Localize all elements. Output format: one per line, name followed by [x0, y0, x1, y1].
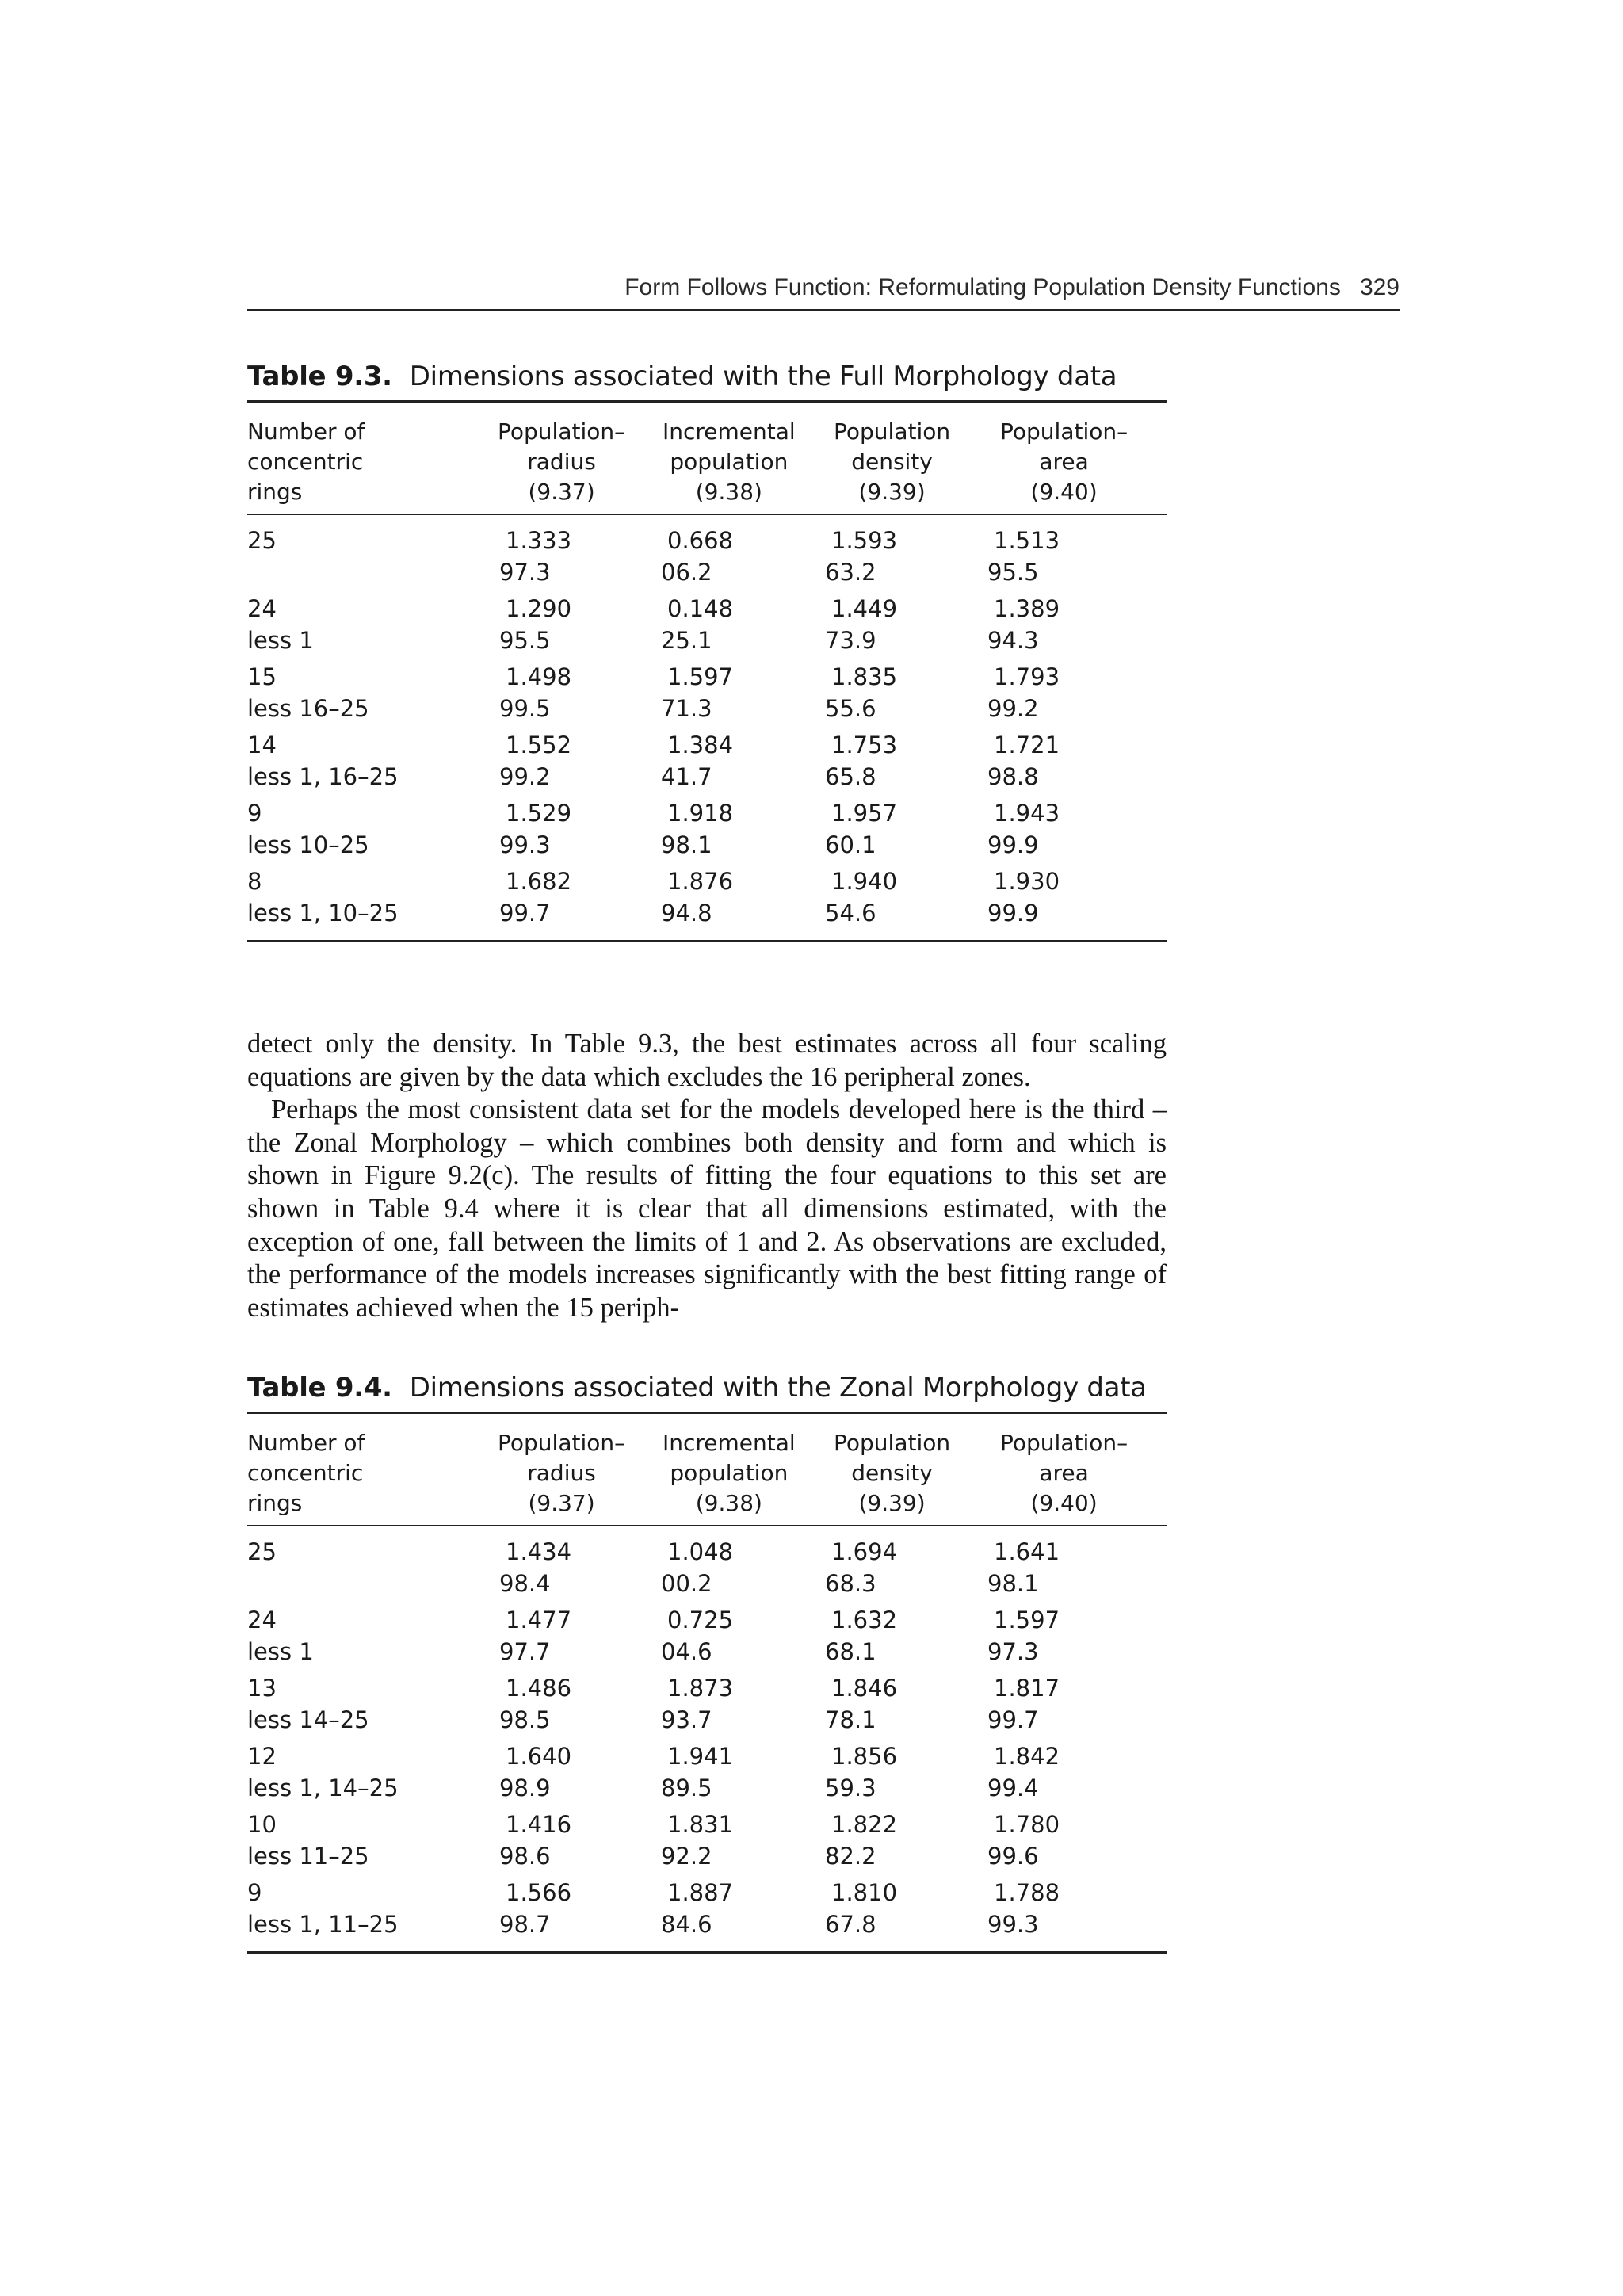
header-line: (9.37) — [528, 1490, 595, 1516]
table-row — [247, 661, 1167, 729]
cell-pop-radius: 1.486 98.5 — [499, 1675, 572, 1733]
header-population-radius — [498, 417, 625, 507]
cell-incr-pop: 1.873 93.7 — [661, 1675, 734, 1733]
cell-rings: 25 — [247, 1538, 277, 1565]
cell-pop-radius: 1.290 95.5 — [499, 595, 572, 654]
cell-pop-radius: 1.640 98.9 — [499, 1743, 572, 1801]
header-line: Number of — [247, 418, 365, 445]
table-9-4 — [247, 1364, 1167, 1954]
header-population-density — [834, 1428, 950, 1519]
cell-pop-density: 1.846 78.1 — [825, 1675, 898, 1733]
cell-pop-density: 1.822 82.2 — [825, 1811, 898, 1870]
table-row — [247, 865, 1167, 934]
table-header — [247, 1414, 1167, 1526]
table-header — [247, 403, 1167, 515]
header-line: Incremental — [663, 418, 796, 445]
cell-incr-pop: 1.048 00.2 — [661, 1538, 734, 1597]
header-line: concentric — [247, 1460, 364, 1486]
table-body — [247, 515, 1167, 942]
running-title: Form Follows Function: Reformulating Population Density Functions — [624, 274, 1341, 300]
header-line: area — [1039, 449, 1089, 475]
header-population-density — [834, 417, 950, 507]
table-row — [247, 729, 1167, 797]
cell-rings: 14 less 1, 16–25 — [247, 732, 399, 790]
cell-incr-pop: 0.148 25.1 — [661, 595, 734, 654]
table-caption — [247, 353, 1167, 403]
header-line: rings — [247, 479, 303, 505]
cell-rings: 24 less 1 — [247, 595, 314, 654]
cell-rings: 9 less 1, 11–25 — [247, 1879, 399, 1938]
header-line: Population– — [1000, 1430, 1128, 1456]
header-line: radius — [527, 1460, 596, 1486]
header-population-radius — [498, 1428, 625, 1519]
header-line: (9.40) — [1030, 1490, 1098, 1516]
cell-pop-area: 1.793 99.2 — [987, 663, 1060, 722]
cell-pop-radius: 1.682 99.7 — [499, 868, 572, 926]
table-row — [247, 1740, 1167, 1809]
cell-pop-radius: 1.529 99.3 — [499, 800, 572, 858]
header-line: rings — [247, 1490, 303, 1516]
cell-pop-radius: 1.416 98.6 — [499, 1811, 572, 1870]
cell-rings: 8 less 1, 10–25 — [247, 868, 399, 926]
table-label: Table 9.4. — [247, 1372, 392, 1404]
header-line: Population — [834, 418, 951, 445]
cell-rings: 13 less 14–25 — [247, 1675, 369, 1733]
header-line: (9.40) — [1030, 479, 1098, 505]
cell-rings: 10 less 11–25 — [247, 1811, 369, 1870]
cell-pop-area: 1.788 99.3 — [987, 1879, 1060, 1938]
table-row — [247, 525, 1167, 593]
header-incremental-population — [663, 1428, 796, 1519]
cell-pop-density: 1.940 54.6 — [825, 868, 898, 926]
header-population-area — [1000, 417, 1128, 507]
cell-pop-density: 1.835 55.6 — [825, 663, 898, 722]
header-line: (9.38) — [695, 479, 762, 505]
cell-pop-area: 1.817 99.7 — [987, 1675, 1060, 1733]
cell-pop-area: 1.721 98.8 — [987, 732, 1060, 790]
header-line: concentric — [247, 449, 364, 475]
header-line: area — [1039, 1460, 1089, 1486]
paragraph-1: detect only the density. In Table 9.3, the best estimates across all four scaling equations are given by the data which excludes the 16 peripheral zones. — [247, 1029, 1167, 1092]
cell-pop-density: 1.856 59.3 — [825, 1743, 898, 1801]
table-row — [247, 1536, 1167, 1604]
cell-incr-pop: 1.384 41.7 — [661, 732, 734, 790]
cell-rings: 12 less 1, 14–25 — [247, 1743, 399, 1801]
cell-pop-radius: 1.434 98.4 — [499, 1538, 572, 1597]
table-label: Table 9.3. — [247, 361, 392, 392]
header-line: Number of — [247, 1430, 365, 1456]
cell-pop-density: 1.694 68.3 — [825, 1538, 898, 1597]
header-line: radius — [527, 449, 596, 475]
header-line: Population– — [1000, 418, 1128, 445]
table-row — [247, 1877, 1167, 1945]
cell-pop-density: 1.449 73.9 — [825, 595, 898, 654]
page-header — [247, 268, 1400, 311]
paragraph-2: Perhaps the most consistent data set for the models developed here is the third – the Zonal Morphology – which combines both density and form and which is shown in Figure 9.2(c). The results of fitting the four equations to this set are shown in Table 9.4 where it is clear that all dimensions estimated, with the exception of one, fall between the limits of 1 and 2. As observations are excluded, the performance of the models increases significantly with the best fitting range of estimates achieved when the 15 periph- — [247, 1095, 1167, 1323]
table-body — [247, 1526, 1167, 1954]
cell-rings: 15 less 16–25 — [247, 663, 369, 722]
running-head — [624, 274, 1400, 301]
header-line: (9.38) — [695, 1490, 762, 1516]
cell-pop-area: 1.930 99.9 — [987, 868, 1060, 926]
header-line: Incremental — [663, 1430, 796, 1456]
header-line: population — [670, 449, 789, 475]
cell-pop-area: 1.513 95.5 — [987, 527, 1060, 586]
cell-pop-area: 1.943 99.9 — [987, 800, 1060, 858]
cell-incr-pop: 1.831 92.2 — [661, 1811, 734, 1870]
header-line: density — [851, 449, 933, 475]
table-row — [247, 797, 1167, 865]
table-row — [247, 593, 1167, 661]
table-9-3 — [247, 353, 1167, 942]
cell-incr-pop: 1.597 71.3 — [661, 663, 734, 722]
table-caption-text: Dimensions associated with the Full Morphology data — [409, 361, 1117, 392]
cell-pop-density: 1.753 65.8 — [825, 732, 898, 790]
header-rings — [247, 417, 365, 507]
header-population-area — [1000, 1428, 1128, 1519]
cell-pop-area: 1.780 99.6 — [987, 1811, 1060, 1870]
header-line: Population– — [498, 1430, 626, 1456]
body-text — [247, 1028, 1167, 1324]
header-line: (9.39) — [858, 479, 926, 505]
table-row — [247, 1672, 1167, 1740]
header-line: population — [670, 1460, 789, 1486]
cell-incr-pop: 0.668 06.2 — [661, 527, 734, 586]
header-line: Population — [834, 1430, 951, 1456]
table-caption-text: Dimensions associated with the Zonal Morphology data — [409, 1372, 1147, 1404]
cell-pop-density: 1.810 67.8 — [825, 1879, 898, 1938]
cell-pop-area: 1.842 99.4 — [987, 1743, 1060, 1801]
page-number: 329 — [1359, 274, 1400, 300]
cell-rings: 9 less 10–25 — [247, 800, 369, 858]
cell-pop-area: 1.641 98.1 — [987, 1538, 1060, 1597]
header-line: (9.37) — [528, 479, 595, 505]
header-rings — [247, 1428, 365, 1519]
header-line: density — [851, 1460, 933, 1486]
table-row — [247, 1809, 1167, 1877]
cell-pop-radius: 1.552 99.2 — [499, 732, 572, 790]
cell-incr-pop: 1.941 89.5 — [661, 1743, 734, 1801]
table-row — [247, 1604, 1167, 1672]
cell-pop-density: 1.632 68.1 — [825, 1606, 898, 1665]
cell-pop-radius: 1.333 97.3 — [499, 527, 572, 586]
table-caption — [247, 1364, 1167, 1414]
cell-pop-radius: 1.477 97.7 — [499, 1606, 572, 1665]
header-line: Population– — [498, 418, 626, 445]
cell-pop-area: 1.389 94.3 — [987, 595, 1060, 654]
header-incremental-population — [663, 417, 796, 507]
cell-incr-pop: 0.725 04.6 — [661, 1606, 734, 1665]
cell-pop-radius: 1.498 99.5 — [499, 663, 572, 722]
cell-incr-pop: 1.876 94.8 — [661, 868, 734, 926]
cell-pop-density: 1.593 63.2 — [825, 527, 898, 586]
cell-rings: 25 — [247, 527, 277, 554]
cell-pop-density: 1.957 60.1 — [825, 800, 898, 858]
cell-incr-pop: 1.918 98.1 — [661, 800, 734, 858]
cell-incr-pop: 1.887 84.6 — [661, 1879, 734, 1938]
cell-rings: 24 less 1 — [247, 1606, 314, 1665]
cell-pop-area: 1.597 97.3 — [987, 1606, 1060, 1665]
cell-pop-radius: 1.566 98.7 — [499, 1879, 572, 1938]
header-line: (9.39) — [858, 1490, 926, 1516]
